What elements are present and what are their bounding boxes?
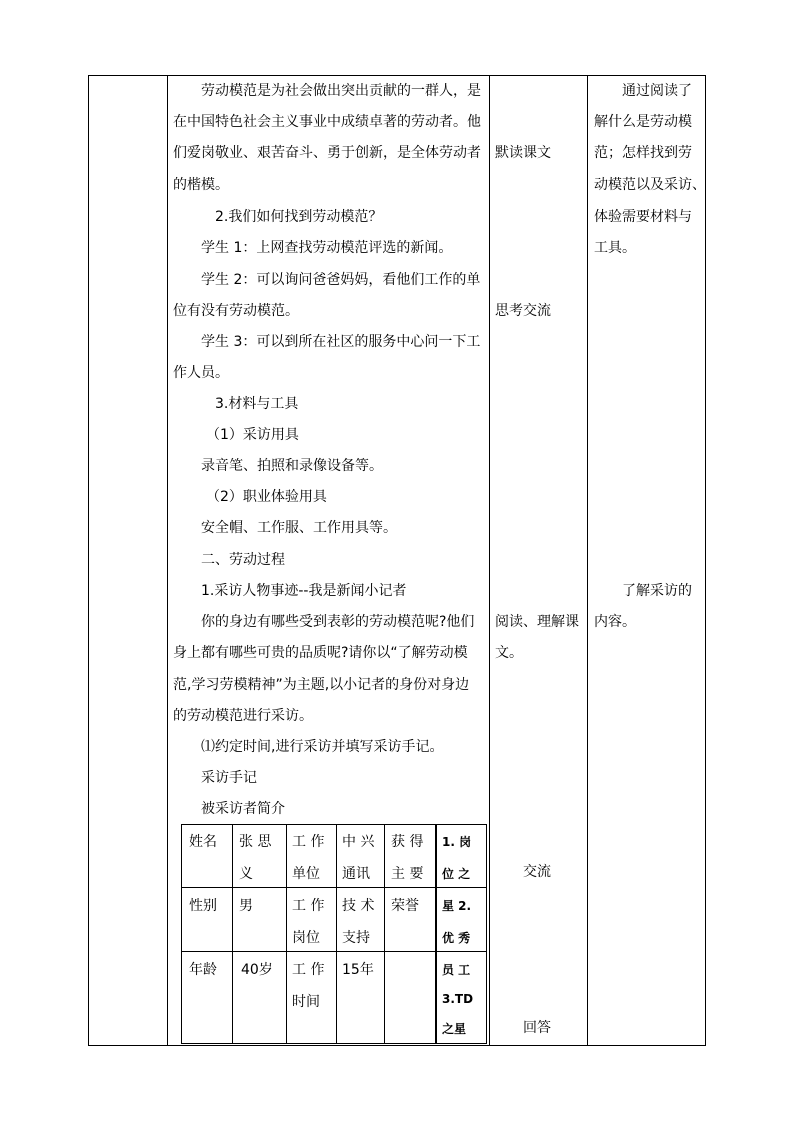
table-rule [336, 825, 337, 1043]
name-value: 义 [239, 866, 253, 882]
intent-text: 体验需要材料与 [594, 209, 692, 225]
subheading: 3.材料与工具 [215, 396, 299, 412]
paragraph-line: 劳动模范是为社会做出突出贡献的一群人，是 [201, 83, 481, 99]
paragraph-line: 身上都有哪些可贵的品质呢?请你以“了解劳动模 [173, 645, 468, 661]
intent-text: 工具。 [594, 240, 636, 256]
interviewee-profile-table [181, 824, 487, 1044]
honors-value: 1. 岗 [442, 835, 472, 849]
honors-label: 获 得 [391, 834, 424, 850]
gender-label: 性别 [189, 898, 217, 914]
table-rule [182, 887, 486, 888]
table-rule [286, 825, 287, 1043]
work-unit-value: 中 兴 [342, 834, 375, 850]
subheading: （2）职业体验用具 [206, 489, 327, 505]
paragraph-line: 范,学习劳模精神”为主题,以小记者的身份对身边 [173, 677, 470, 693]
paragraph-line: ⑴约定时间,进行采访并填写采访手记。 [201, 739, 444, 755]
work-time-label: 工 作 [292, 962, 325, 978]
table-rule [436, 825, 437, 1043]
table-rule [232, 825, 233, 1043]
column-divider [587, 75, 588, 1046]
age-label: 年龄 [189, 962, 217, 978]
age-value: 40岁 [241, 962, 273, 978]
honors-value: 星 2. [442, 899, 472, 913]
paragraph-line: 位有没有劳动模范。 [173, 303, 299, 319]
work-time-label: 时间 [292, 994, 320, 1010]
honors-value: 3.TD [442, 992, 474, 1006]
work-post-label: 岗位 [292, 930, 320, 946]
work-unit-label: 单位 [292, 866, 320, 882]
table-rule [182, 951, 486, 952]
honors-value: 优 秀 [442, 931, 471, 945]
subheading: 1.采访人物事迹--我是新闻小记者 [201, 583, 407, 599]
intent-text: 了解采访的 [622, 583, 692, 599]
work-unit-value: 通讯 [342, 866, 370, 882]
paragraph-line: 录音笔、拍照和录像设备等。 [201, 458, 383, 474]
activity-text: 思考交流 [495, 303, 551, 319]
subheading: 被采访者简介 [201, 801, 285, 817]
intent-text: 解什么是劳动模 [594, 114, 692, 130]
paragraph-line: 学生 2：可以询问爸爸妈妈，看他们工作的单 [201, 272, 481, 288]
subheading: 2.我们如何找到劳动模范？ [215, 209, 383, 225]
name-label: 姓名 [189, 834, 217, 850]
intent-text: 通过阅读了 [622, 83, 692, 99]
activity-text: 交流 [523, 864, 551, 880]
paragraph-line: 你的身边有哪些受到表彰的劳动模范呢?他们 [201, 614, 475, 630]
gender-value: 男 [239, 898, 253, 914]
paragraph-line: 在中国特色社会主义事业中成绩卓著的劳动者。他 [173, 114, 481, 130]
work-post-value: 技 术 [342, 898, 375, 914]
name-value: 张 思 [239, 834, 272, 850]
work-unit-label: 工 作 [292, 834, 325, 850]
paragraph-line: 们爱岗敬业、艰苦奋斗、勇于创新，是全体劳动者 [173, 145, 481, 161]
paragraph-line: 学生 1：上网查找劳动模范评选的新闻。 [201, 240, 453, 256]
section-heading: 二、劳动过程 [201, 552, 285, 568]
intent-text: 范；怎样找到劳 [594, 145, 692, 161]
honors-value: 之星 [442, 1022, 467, 1036]
paragraph-line: 的楷模。 [173, 177, 229, 193]
work-post-value: 支持 [342, 930, 370, 946]
honors-label: 荣誉 [391, 898, 419, 914]
paragraph-line: 安全帽、工作服、工作用具等。 [201, 520, 397, 536]
paragraph-line: 作人员。 [173, 365, 229, 381]
intent-text: 内容。 [594, 614, 636, 630]
subheading: 采访手记 [201, 770, 257, 786]
work-time-value: 15年 [342, 962, 374, 978]
column-divider [489, 75, 490, 1046]
activity-text: 回答 [523, 1020, 551, 1036]
column-divider [167, 75, 168, 1046]
table-rule [384, 825, 385, 1043]
honors-value: 位 之 [442, 867, 471, 881]
work-post-label: 工 作 [292, 898, 325, 914]
activity-text: 文。 [495, 645, 523, 661]
activity-text: 默读课文 [495, 145, 551, 161]
honors-label: 主 要 [391, 866, 424, 882]
intent-text: 动模范以及采访、 [594, 177, 706, 193]
honors-value: 员 工 [442, 963, 471, 977]
activity-text: 阅读、理解课 [495, 614, 579, 630]
paragraph-line: 的劳动模范进行采访。 [173, 708, 313, 724]
subheading: （1）采访用具 [206, 427, 299, 443]
paragraph-line: 学生 3：可以到所在社区的服务中心问一下工 [201, 334, 481, 350]
